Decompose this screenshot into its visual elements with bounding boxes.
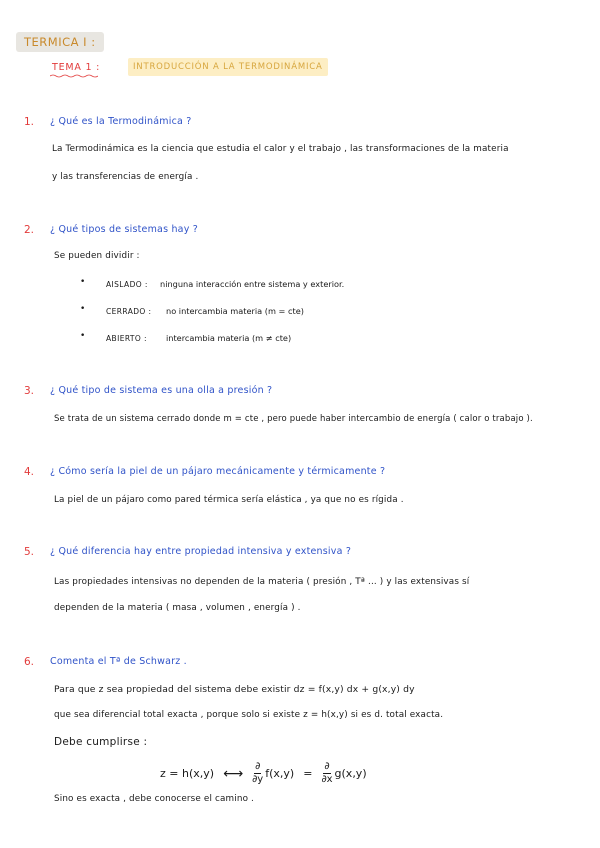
bullet-icon: • xyxy=(80,331,86,341)
answer-line: Para que z sea propiedad del sistema debe existir dz = f(x,y) dx + g(x,y) dy xyxy=(54,684,415,695)
answer-line: Se trata de un sistema cerrado donde m = cte , pero puede haber intercambio de energía ( calor o trabajo ). xyxy=(54,414,533,424)
topic-label: TEMA 1 : xyxy=(52,62,101,73)
bullet-key: AISLADO : xyxy=(106,280,148,289)
answer-line: y las transferencias de energía . xyxy=(52,172,199,182)
bullet-text: intercambia materia (m ≠ cte) xyxy=(166,333,292,343)
bullet-icon: • xyxy=(80,277,86,287)
question-text: ¿ Qué diferencia hay entre propiedad intensiva y extensiva ? xyxy=(50,546,352,557)
answer-line: La piel de un pájaro como pared térmica sería elástica , ya que no es rígida . xyxy=(54,495,404,505)
schwarz-formula xyxy=(160,762,367,785)
question-text: ¿ Cómo sería la piel de un pájaro mecánicamente y térmicamente ? xyxy=(50,466,386,477)
answer-line: Debe cumplirse : xyxy=(54,736,148,748)
question-text: Comenta el Tª de Schwarz . xyxy=(50,656,187,667)
answer-closing: Sino es exacta , debe conocerse el camino . xyxy=(54,794,255,804)
formula-equals: = xyxy=(303,767,313,780)
formula-term-1: $\frac{\partial}{\partial y}$ f(x,y) xyxy=(252,761,295,785)
bullet-text: no intercambia materia (m = cte) xyxy=(166,306,304,316)
double-arrow-icon: ⟷ xyxy=(223,765,244,782)
bullet-icon: • xyxy=(80,304,86,314)
partial-derivative: $\frac{\partial}{\partial y}$ xyxy=(252,761,264,785)
answer-intro: Se pueden dividir : xyxy=(54,251,140,261)
formula-lhs: z = h(x,y) xyxy=(160,767,215,780)
bullet-key: ABIERTO : xyxy=(106,334,147,343)
bullet-key: CERRADO : xyxy=(106,307,152,316)
course-title: TERMICA I : xyxy=(16,32,104,52)
question-text: ¿ Qué tipos de sistemas hay ? xyxy=(50,224,198,235)
answer-line: dependen de la materia ( masa , volumen , energía ) . xyxy=(54,603,301,613)
question-number: 3. xyxy=(24,385,35,397)
question-number: 2. xyxy=(24,224,35,236)
question-text: ¿ Qué tipo de sistema es una olla a presión ? xyxy=(50,385,273,396)
answer-line: La Termodinámica es la ciencia que estudia el calor y el trabajo , las transformaciones de la materia xyxy=(52,144,509,154)
question-number: 6. xyxy=(24,656,35,668)
partial-derivative: $\frac{\partial}{\partial x}$ xyxy=(321,761,333,785)
question-number: 5. xyxy=(24,546,35,558)
question-number: 1. xyxy=(24,116,35,128)
bullet-text: ninguna interacción entre sistema y exterior. xyxy=(160,279,345,289)
topic-underline xyxy=(50,74,98,78)
topic-title: INTRODUCCIÓN A LA TERMODINÁMICA xyxy=(128,58,328,76)
answer-line: Las propiedades intensivas no dependen de la materia ( presión , Tª ... ) y las extensivas sí xyxy=(54,577,470,587)
question-number: 4. xyxy=(24,466,35,478)
question-text: ¿ Qué es la Termodinámica ? xyxy=(50,116,192,127)
answer-line: que sea diferencial total exacta , porque solo si existe z = h(x,y) si es d. total exacta. xyxy=(54,710,444,720)
formula-term-2: $\frac{\partial}{\partial x}$ g(x,y) xyxy=(321,761,367,785)
